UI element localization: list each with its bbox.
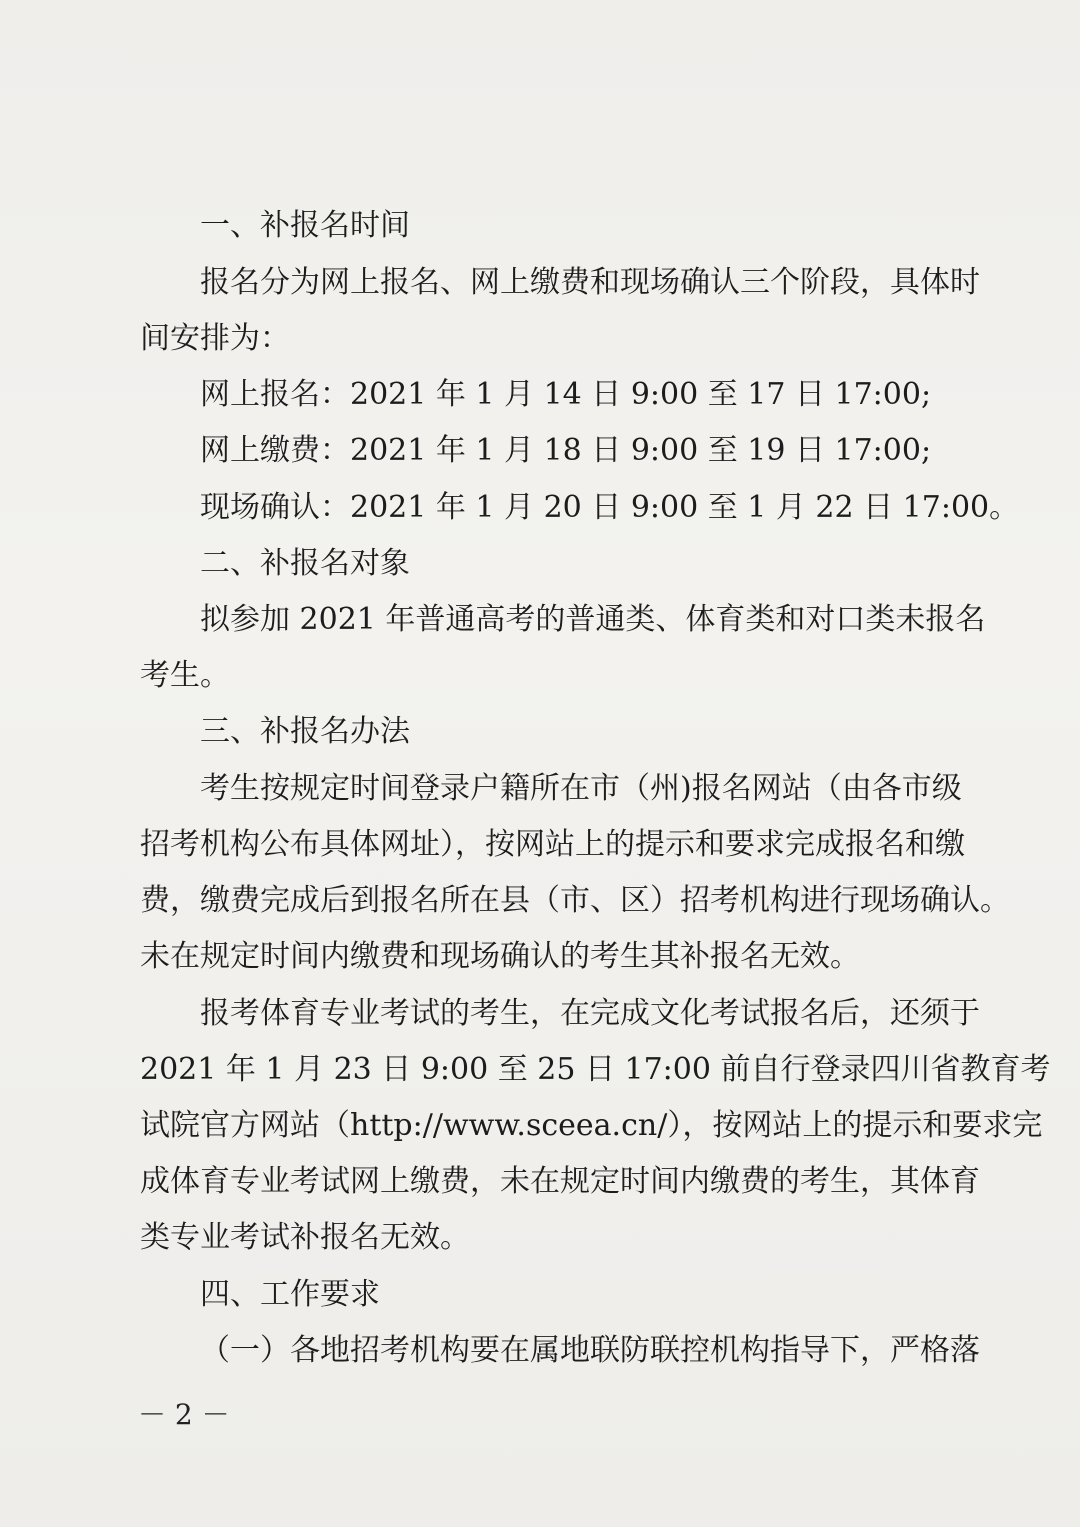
paragraph-line: （一）各地招考机构要在属地联防联控机构指导下，严格落 <box>200 1333 980 1368</box>
page-number: － 2 － <box>138 1398 230 1431</box>
section-heading-3: 三、补报名办法 <box>200 714 410 749</box>
paragraph-line: 试院官方网站（http://www.sceea.cn/），按网站上的提示和要求完 <box>140 1108 1043 1143</box>
paragraph-line: 招考机构公布具体网址），按网站上的提示和要求完成报名和缴 <box>140 827 965 862</box>
schedule-line-online-registration: 网上报名：2021 年 1 月 14 日 9:00 至 17 日 17:00; <box>200 377 932 412</box>
schedule-line-online-payment: 网上缴费：2021 年 1 月 18 日 9:00 至 19 日 17:00; <box>200 433 932 468</box>
section-heading-1: 一、补报名时间 <box>200 208 410 243</box>
section-heading-2: 二、补报名对象 <box>200 546 410 581</box>
schedule-line-onsite-confirmation: 现场确认：2021 年 1 月 20 日 9:00 至 1 月 22 日 17:00。 <box>200 490 1020 525</box>
paragraph-line: 成体育专业考试网上缴费，未在规定时间内缴费的考生，其体育 <box>140 1164 980 1199</box>
paragraph-line: 拟参加 2021 年普通高考的普通类、体育类和对口类未报名 <box>200 602 986 637</box>
paragraph-line: 考生按规定时间登录户籍所在市（州)报名网站（由各市级 <box>200 771 962 806</box>
paragraph-line: 费，缴费完成后到报名所在县（市、区）招考机构进行现场确认。 <box>140 883 1010 918</box>
section-heading-4: 四、工作要求 <box>200 1277 380 1312</box>
paragraph-line: 报考体育专业考试的考生，在完成文化考试报名后，还须于 <box>200 996 980 1031</box>
paragraph-line: 2021 年 1 月 23 日 9:00 至 25 日 17:00 前自行登录四川省教育考 <box>140 1052 1051 1087</box>
paragraph-line: 间安排为： <box>140 321 290 356</box>
paragraph-line: 类专业考试补报名无效。 <box>140 1220 470 1255</box>
paragraph-line: 考生。 <box>140 658 230 693</box>
paragraph-line: 未在规定时间内缴费和现场确认的考生其补报名无效。 <box>140 939 860 974</box>
paragraph-line: 报名分为网上报名、网上缴费和现场确认三个阶段，具体时 <box>200 265 980 300</box>
